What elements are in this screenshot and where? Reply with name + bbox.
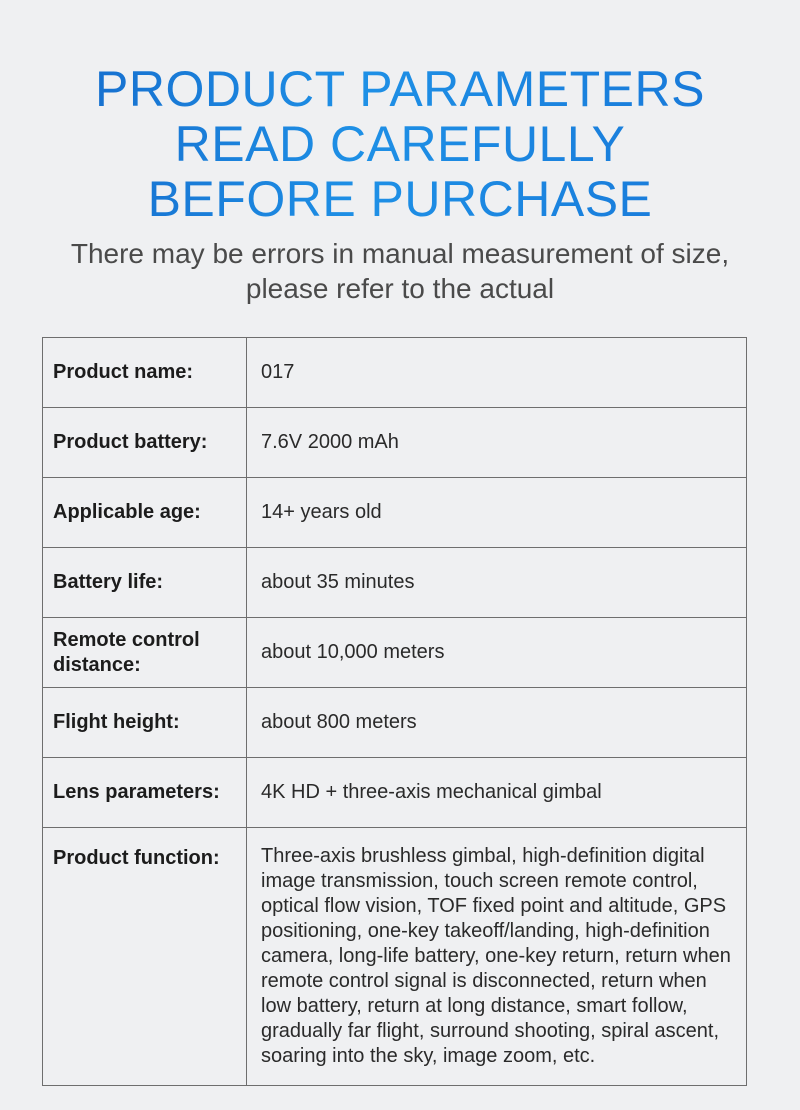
param-label: Remote control distance: <box>43 618 247 688</box>
heading-line-3: BEFORE PURCHASE <box>0 172 800 227</box>
table-row <box>43 338 747 408</box>
product-parameters-table <box>42 337 747 1086</box>
param-value: 14+ years old <box>247 478 747 548</box>
table-row <box>43 408 747 478</box>
param-value: about 10,000 meters <box>247 618 747 688</box>
table-row <box>43 828 747 1086</box>
heading-line-1: PRODUCT PARAMETERS <box>0 62 800 117</box>
param-value: Three-axis brushless gimbal, high-definition digital image transmission, touch screen remote control, optical flow vision, TOF fixed point and altitude, GPS positioning, one-key takeoff/landing, high-definition camera, long-life battery, one-key return, return when remote control signal is disconnected, return when low battery, return at long distance, smart follow, gradually far flight, surround shooting, spiral ascent, soaring into the sky, image zoom, etc. <box>247 828 747 1086</box>
disclaimer-subtitle <box>0 236 800 306</box>
param-value: about 800 meters <box>247 688 747 758</box>
table-row <box>43 758 747 828</box>
param-label: Flight height: <box>43 688 247 758</box>
param-label: Battery life: <box>43 548 247 618</box>
table-row <box>43 688 747 758</box>
param-value: 7.6V 2000 mAh <box>247 408 747 478</box>
param-value: about 35 minutes <box>247 548 747 618</box>
param-value: 4K HD + three-axis mechanical gimbal <box>247 758 747 828</box>
param-label: Applicable age: <box>43 478 247 548</box>
table-row <box>43 618 747 688</box>
param-label: Product name: <box>43 338 247 408</box>
heading-line-2: READ CAREFULLY <box>0 117 800 172</box>
table-row <box>43 548 747 618</box>
param-label: Product function: <box>43 828 247 1086</box>
page-heading <box>0 62 800 227</box>
param-label: Lens parameters: <box>43 758 247 828</box>
subtitle-line-2: please refer to the actual <box>245 273 555 304</box>
param-label: Product battery: <box>43 408 247 478</box>
subtitle-line-1: There may be errors in manual measurement of size, <box>70 238 730 269</box>
table-row <box>43 478 747 548</box>
param-value: 017 <box>247 338 747 408</box>
